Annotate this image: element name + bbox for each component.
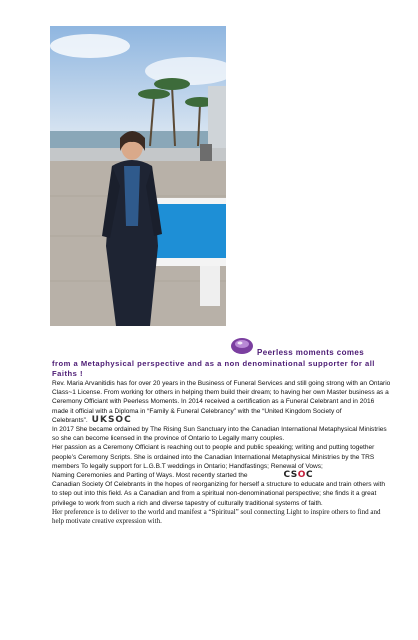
subheading: from a Metaphysical perspective and as a non denominational supporter for all Faiths ! (52, 359, 375, 378)
paragraph-preference: Her preference is to deliver to the world and manifest a “Spiritual” soul connecting Light to inspire others to find and help motivate creative expression with. (52, 507, 381, 526)
paragraph-society: Canadian Society Of Celebrants in the hopes of reorganizing for herself a structure to educate and train others with to step out into this field. As a Canadian and from a spiritual non-denominational perspective; she finds it a great privilege to work from such a rich and diverse tapestry of culturally traditional systems of faith. (52, 481, 385, 507)
paragraph-career: Rev. Maria Arvanitidis has for over 20 years in the Business of Funeral Services and still going strong with an Ontario Class~1 License. From working for others in helping them build their dream; to having her own Master business as a Ceremony Officiant with Peerless Moments. In 2014 received a certification as a Funeral Celebrant and in 2016 made it official with a Diploma in “Family & Funeral Celebrancy” with the “United Kingdom Society of Celebrants”. UKSOC (52, 380, 391, 425)
purple-orb-logo-icon (230, 337, 254, 355)
biography-text (52, 379, 392, 526)
profile-photo (50, 26, 226, 326)
uksoc-logo: UKSOC (91, 414, 132, 425)
tagline: Peerless moments comes (257, 348, 365, 357)
csoc-logo: CSOC (283, 470, 314, 481)
paragraph-ordination: In 2017 She became ordained by The Rising Sun Sanctuary into the Canadian International Metaphysical Ministries so she can become licensed in the province of Ontario to Legally marry couples. (52, 426, 387, 443)
paragraph-passion: Her passion as a Ceremony Officiant is reaching out to people and public speaking; writing and putting together people’s Ceremony Scripts. She is ordained into the Canadian International Metaphysical Ministries by the TRS members To legally support for L.G.B.T weddings in Ontario; Handfastings; Renewal of Vows; (52, 444, 375, 470)
paragraph-ceremonies: Naming Ceremonies and Parting of Ways. Most recently started the CSOC (52, 470, 314, 481)
